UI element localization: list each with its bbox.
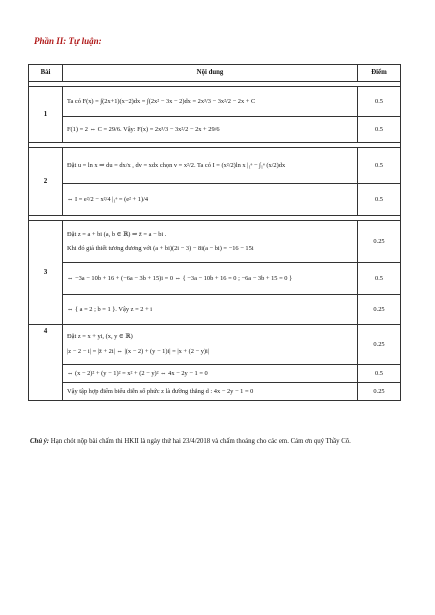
row-content	[63, 184, 358, 216]
row-content	[63, 263, 358, 295]
row-bai: 3	[29, 221, 63, 325]
content-line: Vậy tập hợp điểm biểu diễn số phức z là đường thẳng d : 4x − 2y − 1 = 0	[67, 387, 254, 395]
answer-table	[28, 64, 401, 401]
row-score: 0.5	[358, 263, 401, 295]
row-score: 0.25	[358, 325, 401, 365]
table-row	[29, 365, 401, 383]
table-row	[29, 184, 401, 216]
table-row	[29, 383, 401, 401]
row-score: 0.5	[358, 365, 401, 383]
table-row	[29, 148, 401, 184]
row-content	[63, 383, 358, 401]
row-content	[63, 295, 358, 325]
content-line: Đặt z = x + yi, (x, y ∈ ℝ)	[67, 333, 133, 340]
content-line: ⇔ (x − 2)² + (y − 1)² = x² + (2 − y)² ⇔ 4x − 2y − 1 = 0	[67, 369, 208, 377]
content-line: |z − 2 − i| = |z̄ + 2i| ⇔ |(x − 2) + (y − 1)i| = |x + (2 − y)i|	[67, 348, 210, 355]
content-line: Ta có F(x) = ∫(2x+1)(x−2)dx = ∫(2x² − 3x − 2)dx = 2x³/3 − 3x²/2 − 2x + C	[67, 97, 256, 105]
row-bai: 2	[29, 148, 63, 216]
table-row	[29, 295, 401, 325]
row-bai: 1	[29, 87, 63, 143]
row-content	[63, 148, 358, 184]
section-title	[34, 36, 102, 46]
table-row	[29, 263, 401, 295]
row-score: 0.25	[358, 221, 401, 263]
content-line: ⇔ { a = 2 ; b = 1 }. Vậy z = 2 + i	[67, 305, 153, 313]
row-score: 0.5	[358, 117, 401, 143]
footnote-label: Chú ý:	[30, 438, 50, 445]
row-content	[63, 117, 358, 143]
row-score: 0.5	[358, 87, 401, 117]
table-row	[29, 117, 401, 143]
table-row	[29, 325, 401, 365]
row-content	[63, 87, 358, 117]
row-bai: 4	[29, 325, 63, 401]
footnote-text: Hạn chót nộp bài chấm thi HKII là ngày thứ hai 23/4/2018 và chấm thoáng cho các em. Cảm ơn quý Thầy Cô.	[50, 438, 351, 445]
header-score: Điểm	[358, 65, 401, 82]
table-row	[29, 87, 401, 117]
header-bai: Bài	[29, 65, 63, 82]
row-score: 0.5	[358, 184, 401, 216]
content-line: Khi đó giả thiết tương đương với (a + bi)(2i − 3) − 8i(a − bi) = −16 − 15i	[67, 244, 254, 252]
row-content	[63, 221, 358, 263]
content-line: ⇔ I = e²/2 − x²/4 |₁ᵉ = (e² + 1)/4	[67, 195, 149, 203]
content-line: Đặt z = a + bi (a, b ∈ ℝ) ⇒ z̄ = a − bi .	[67, 230, 167, 238]
table-header-row	[29, 65, 401, 82]
header-content: Nội dung	[63, 65, 358, 82]
content-line: F(1) = 2 ⇔ C = 29/6. Vậy: F(x) = 2x³/3 − 3x²/2 − 2x + 29/6	[67, 125, 220, 133]
content-line: Đặt u = ln x ⇒ du = dx/x , dv = xdx chọn v = x²/2. Ta có I = (x²/2)ln x |₁ᵉ − ∫₁ᵉ (x/2)dx	[67, 161, 286, 169]
row-content	[63, 325, 358, 365]
row-score: 0.25	[358, 383, 401, 401]
section-part: Phần II:	[34, 36, 67, 46]
row-content	[63, 365, 358, 383]
content-line: ⇔ −3a − 10b + 16 + (−6a − 3b + 15)i = 0 ⇔ { −3a − 10b + 16 = 0 ; −6a − 3b + 15 = 0 }	[67, 274, 293, 282]
section-label: Tự luận:	[68, 36, 102, 46]
table-row	[29, 221, 401, 263]
row-score: 0.5	[358, 148, 401, 184]
row-score: 0.25	[358, 295, 401, 325]
footnote	[30, 437, 405, 448]
